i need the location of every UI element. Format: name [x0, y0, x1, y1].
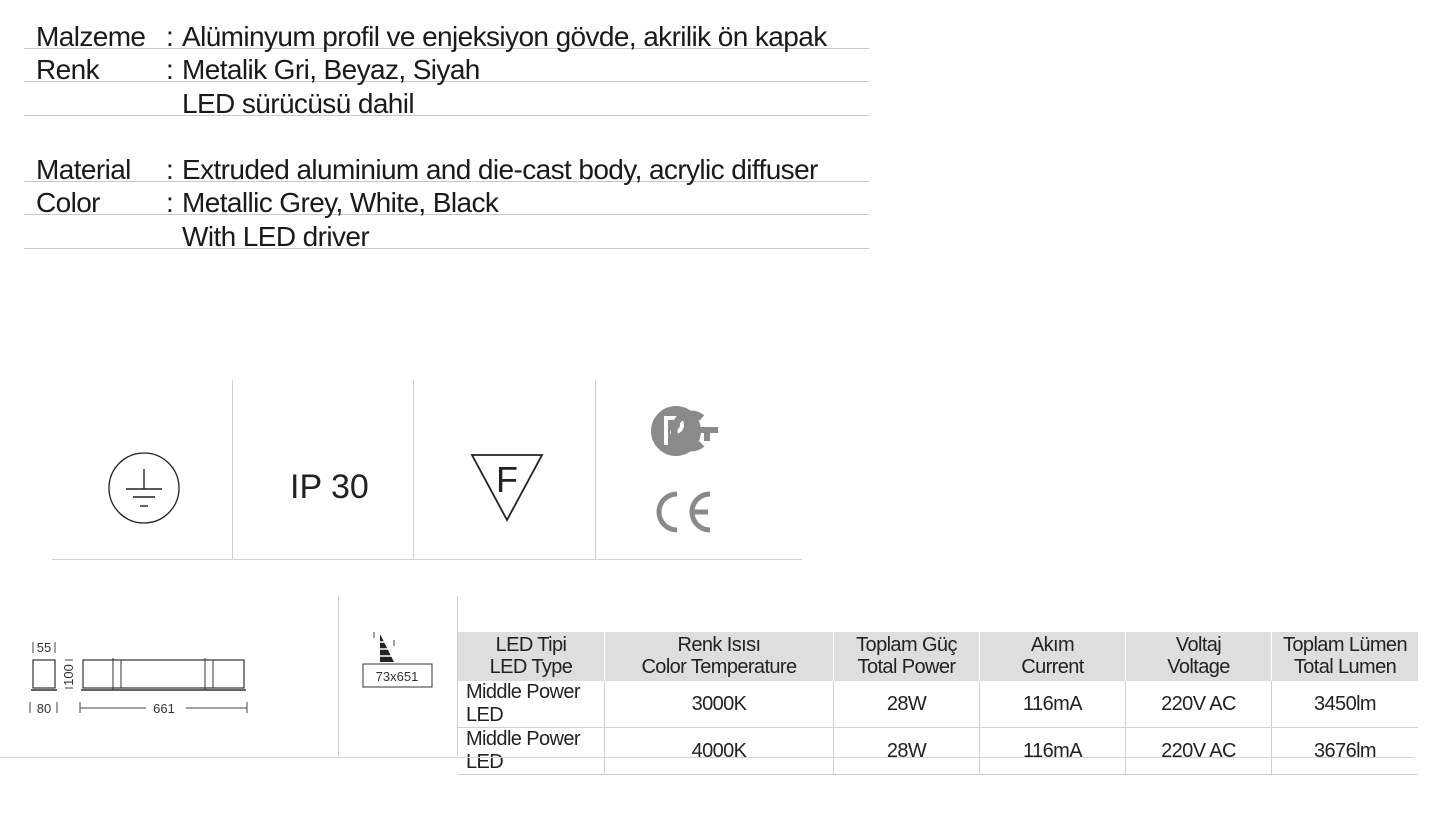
ce-mark-icon — [652, 490, 716, 534]
cert-divider — [413, 380, 414, 560]
spec-key: Renk — [36, 54, 99, 85]
spec-value: Alüminyum profil ve enjeksiyon gövde, akrilik ön kapak — [182, 21, 827, 52]
header-tr: Voltaj — [1175, 634, 1222, 656]
cell-led-type: Middle Power LED — [458, 681, 605, 728]
cell-current: 116mA — [980, 681, 1126, 728]
spec-row-material — [36, 155, 818, 185]
spec-line — [24, 115, 869, 116]
table-header-row — [458, 632, 1418, 681]
spec-value: Metalik Gri, Beyaz, Siyah — [182, 54, 480, 85]
header-tr: Toplam Lümen — [1283, 634, 1407, 656]
header-en: Voltage — [1167, 656, 1230, 678]
cell-voltage: 220V AC — [1126, 728, 1272, 775]
header-total-lumen — [1272, 632, 1419, 681]
spec-row-renk — [36, 55, 480, 85]
f-mark-icon — [469, 452, 545, 524]
table-row — [458, 728, 1418, 775]
spec-line — [24, 248, 869, 249]
cert-divider — [232, 380, 233, 560]
spec-extra-tr: LED sürücüsü dahil — [182, 88, 414, 119]
header-en: LED Type — [489, 656, 573, 678]
dim-separator — [338, 596, 339, 756]
header-color-temperature — [605, 632, 834, 681]
header-total-power — [834, 632, 980, 681]
cert-bottom-line — [52, 559, 802, 560]
cell-voltage: 220V AC — [1126, 681, 1272, 728]
cell-total-power: 28W — [834, 681, 980, 728]
spec-key: Color — [36, 187, 100, 218]
cell-total-power: 28W — [834, 728, 980, 775]
header-tr: Toplam Güç — [856, 634, 957, 656]
header-en: Color Temperature — [641, 656, 797, 678]
earth-ground-icon — [106, 451, 182, 525]
spec-row-color — [36, 188, 498, 218]
header-tr: Akım — [1030, 634, 1075, 656]
dim-depth-label: 55 — [36, 640, 52, 655]
header-tr: Renk Isısı — [677, 634, 761, 656]
dim-width-label: 80 — [36, 701, 52, 716]
spec-colon: : — [166, 154, 174, 185]
led-spec-table — [458, 632, 1418, 775]
cell-led-type: Middle Power LED — [458, 728, 605, 775]
dim-height-label: 100 — [61, 664, 76, 686]
ip-rating: IP 30 — [290, 468, 369, 506]
spec-key: Material — [36, 154, 131, 185]
spec-colon: : — [166, 187, 174, 218]
cutout-label: 73x651 — [375, 669, 419, 684]
cell-current: 116mA — [980, 728, 1126, 775]
cell-color-temperature: 3000K — [605, 681, 834, 728]
cell-color-temperature: 4000K — [605, 728, 834, 775]
f-mark-letter: F — [496, 459, 518, 500]
spec-value: Metallic Grey, White, Black — [182, 187, 499, 218]
dimension-drawing — [28, 636, 253, 718]
spec-colon: : — [166, 54, 174, 85]
cert-divider — [595, 380, 596, 560]
spec-key: Malzeme — [36, 21, 146, 52]
header-voltage — [1126, 632, 1272, 681]
header-led-type — [458, 632, 605, 681]
spec-colon: : — [166, 21, 174, 52]
header-en: Total Power — [857, 656, 956, 678]
header-en: Total Lumen — [1293, 656, 1397, 678]
table-row — [458, 681, 1418, 728]
bottom-line — [0, 757, 1414, 758]
header-tr: LED Tipi — [495, 634, 567, 656]
mounting-cutout-drawing — [360, 628, 436, 690]
cell-total-lumen: 3450lm — [1272, 681, 1419, 728]
pct-mark-icon — [650, 405, 722, 457]
header-current — [980, 632, 1126, 681]
header-en: Current — [1021, 656, 1084, 678]
dim-length-label: 661 — [153, 701, 175, 716]
spec-row-malzeme — [36, 22, 827, 52]
spec-extra-en: With LED driver — [182, 221, 370, 252]
cell-total-lumen: 3676lm — [1272, 728, 1419, 775]
spec-value: Extruded aluminium and die-cast body, acrylic diffuser — [182, 154, 818, 185]
